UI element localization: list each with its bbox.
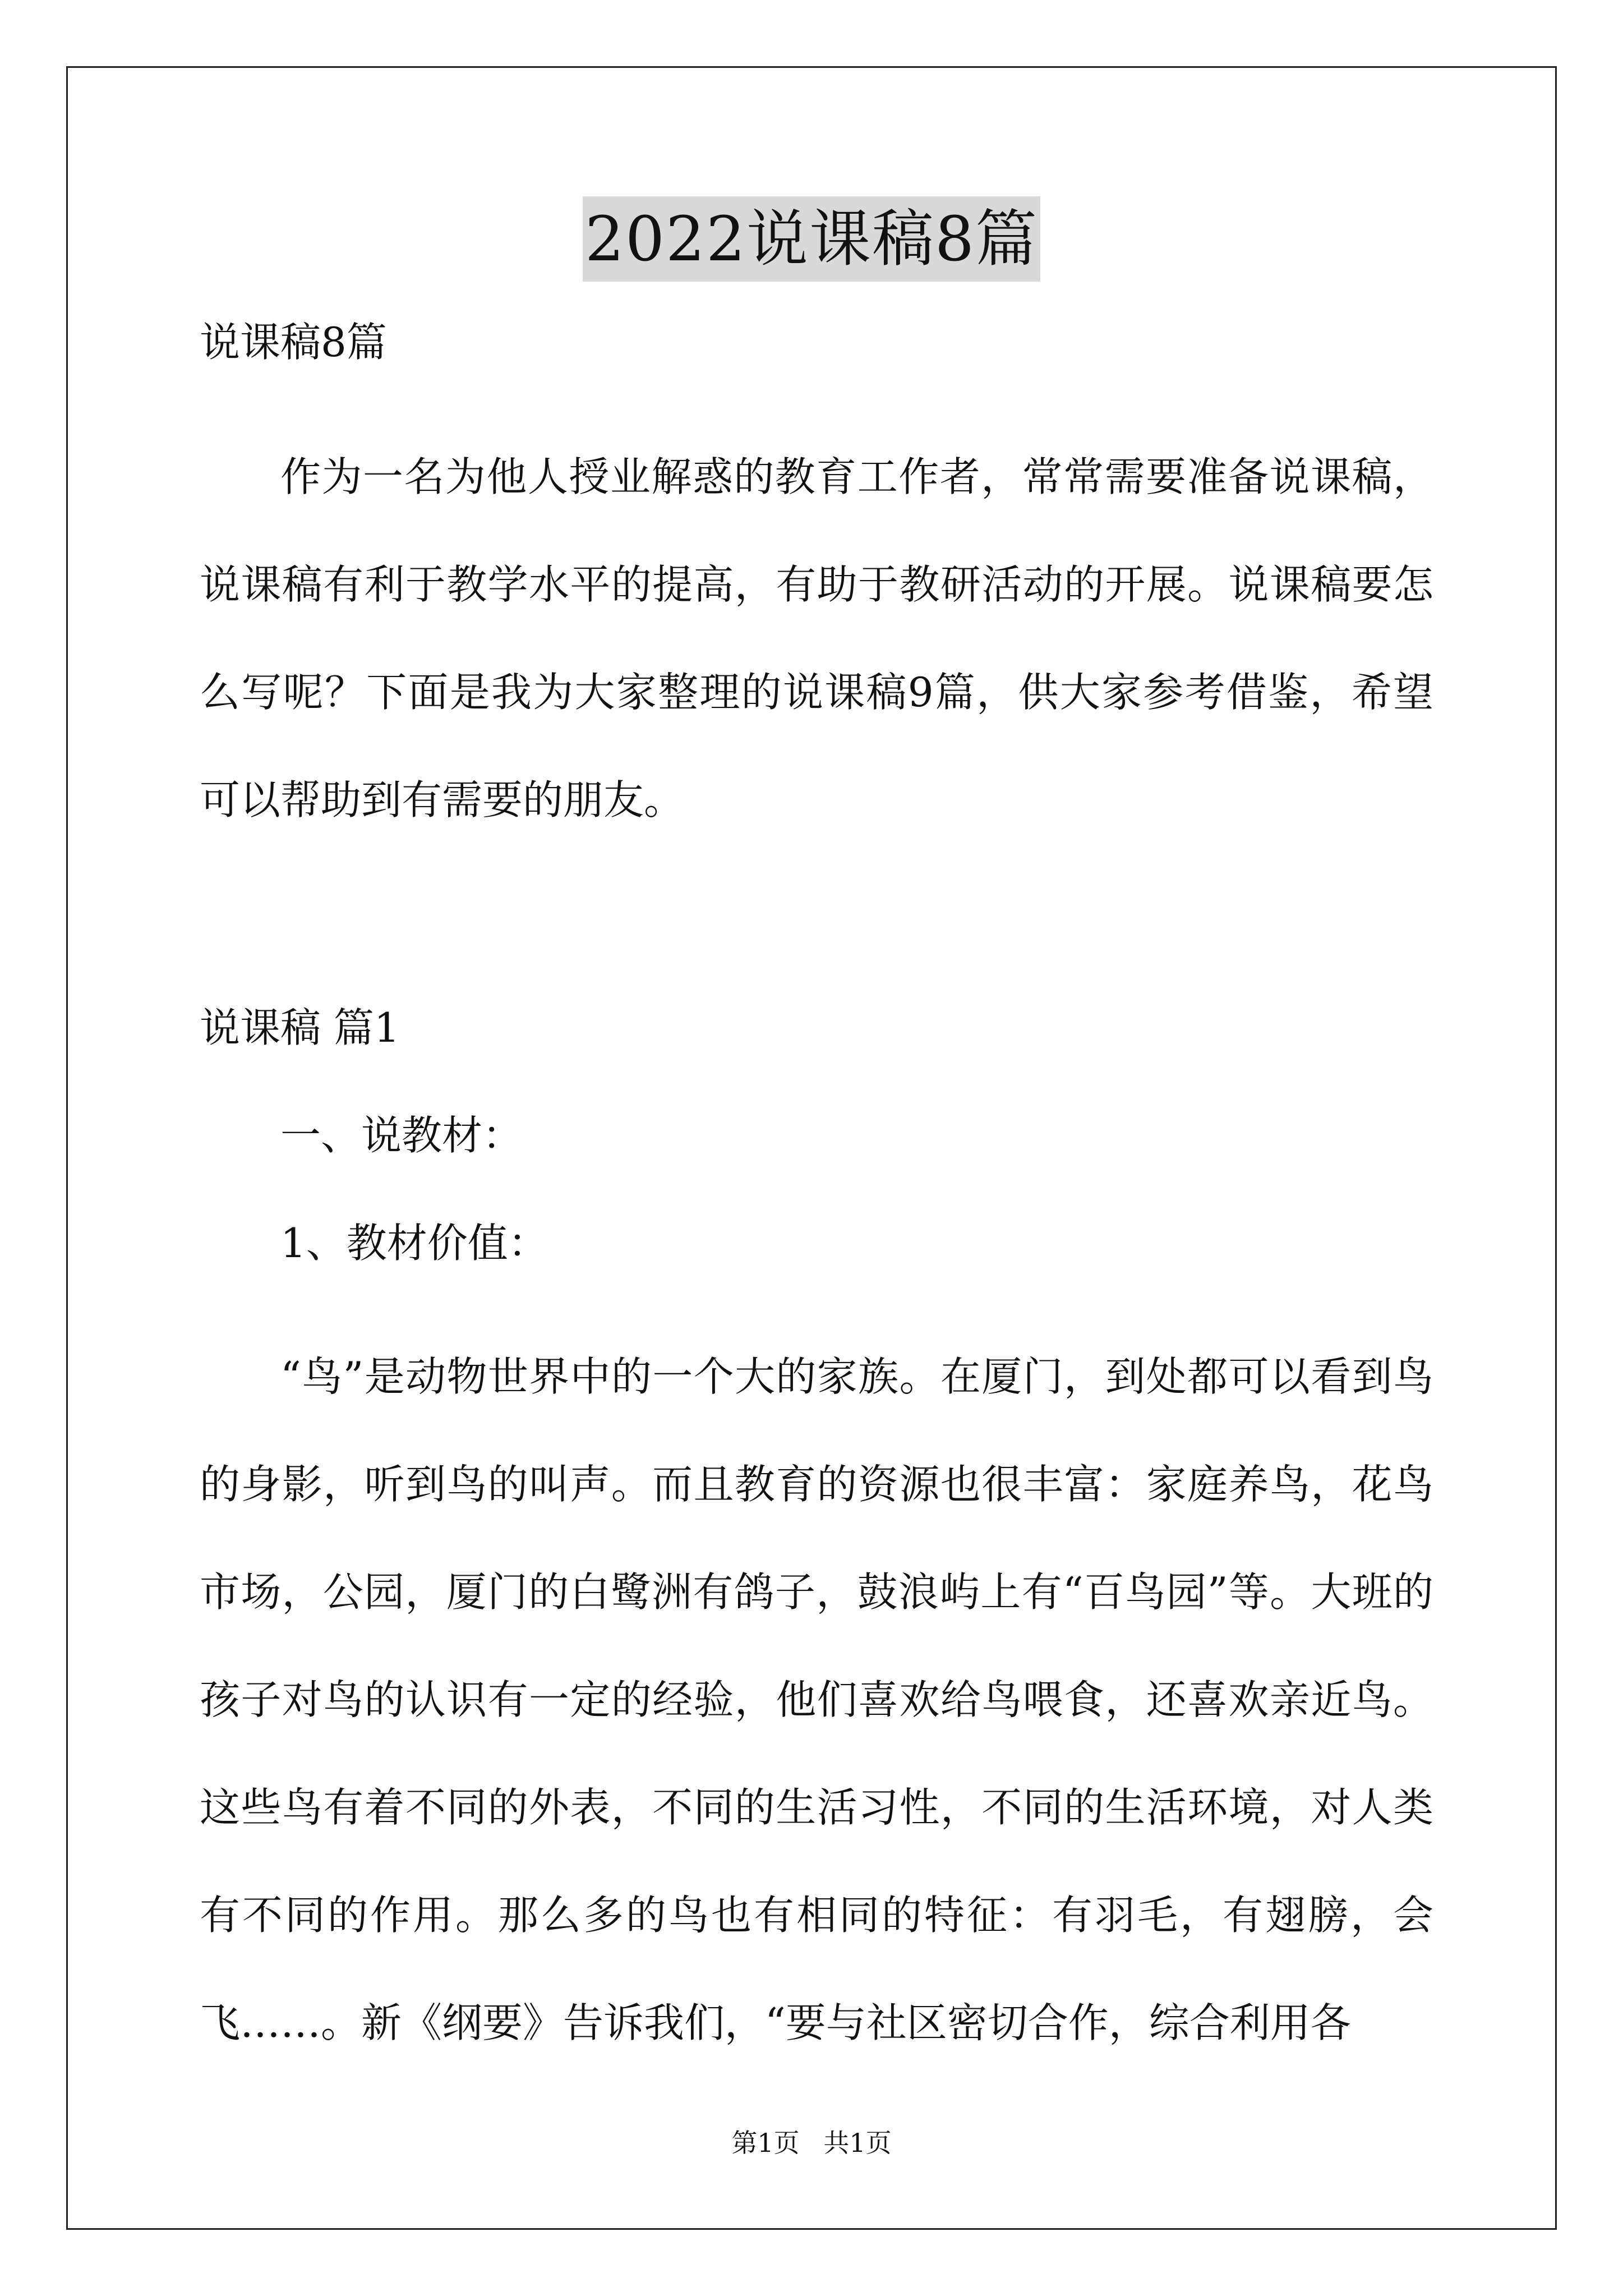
- heading-material-value: 1、教材价值：: [280, 1220, 548, 1267]
- title-container: [0, 196, 1623, 282]
- document-subtitle: 说课稿8篇: [200, 319, 387, 366]
- body-paragraph: “鸟”是动物世界中的一个大的家族。在厦门，到处都可以看到鸟的身影，听到鸟的叫声。而且教育的资源也很丰富：家庭养鸟，花鸟市场，公园，厦门的白鹭洲有鸽子，鼓浪屿上有“百鸟园”等。大班的孩子对鸟的认识有一定的经验，他们喜欢给鸟喂食，还喜欢亲近鸟。这些鸟有着不同的外表，不同的生活习性，不同的生活环境，对人类有不同的作用。那么多的鸟也有相同的特征：有羽毛，有翅膀，会飞……。新《纲要》告诉我们，“要与社区密切合作，综合利用各: [200, 1353, 1433, 2046]
- page-footer: [0, 2126, 1623, 2160]
- document-body: [200, 314, 1433, 2077]
- intro-paragraph: 作为一名为他人授业解惑的教育工作者，常常需要准备说课稿，说课稿有利于教学水平的提高，有助于教研活动的开展。说课稿要怎么写呢？下面是我为大家整理的说课稿9篇，供大家参考借鉴，希望可以帮助到有需要的朋友。: [200, 453, 1433, 823]
- heading-teaching-material: 一、说教材：: [280, 1112, 523, 1159]
- section-title: 说课稿 篇1: [200, 1004, 400, 1051]
- page-total: 共1页: [823, 2128, 892, 2158]
- document-title: 2022说课稿8篇: [583, 196, 1040, 282]
- page-number: 第1页: [731, 2128, 800, 2158]
